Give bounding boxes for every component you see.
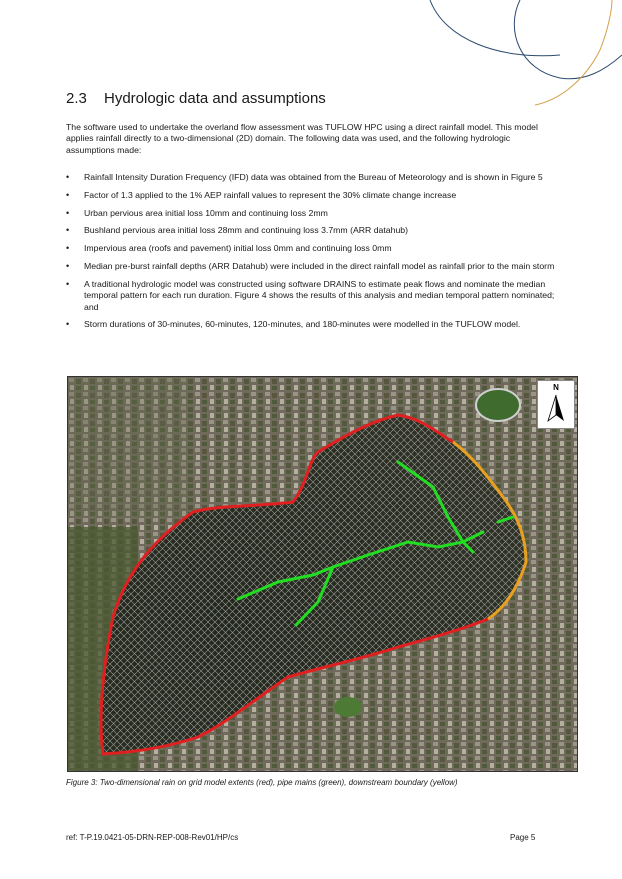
list-item: • Rainfall Intensity Duration Frequency (IFD) data was obtained from the Bureau of Meteorology and is shown in Figure 5 xyxy=(66,172,543,182)
section-title: Hydrologic data and assumptions xyxy=(104,90,326,107)
bullet-icon: • xyxy=(66,278,70,289)
figure-caption: Figure 3: Two-dimensional rain on grid model extents (red), pipe mains (green), downstream boundary (yellow) xyxy=(66,778,458,787)
sports-oval xyxy=(476,389,520,421)
bullet-icon: • xyxy=(66,189,70,200)
list-item: • Storm durations of 30-minutes, 60-minutes, 120-minutes, and 180-minutes were modelled in the TUFLOW model. xyxy=(66,319,521,330)
list-item: • Bushland pervious area initial loss 28mm and continuing loss 3.7mm (ARR datahub) xyxy=(66,225,409,236)
aerial-map-figure xyxy=(67,376,578,772)
assumption-list xyxy=(66,172,556,337)
north-label: N xyxy=(553,383,559,392)
north-arrow-icon xyxy=(538,381,574,428)
list-item: • A traditional hydrologic model was constructed using software DRAINS to estimate peak flows and nominate the median temporal pattern for each run duration. Figure 4 shows the results of this analysis and median temporal pattern nominated; and xyxy=(66,278,555,312)
section-number: 2.3 xyxy=(66,90,87,107)
document-reference: ref: T-P.19.0421-05-DRN-REP-008-Rev01/HP/cs xyxy=(66,833,239,842)
bullet-icon: • xyxy=(66,207,70,218)
bullet-icon: • xyxy=(66,225,70,236)
bullet-icon: • xyxy=(66,243,70,254)
section-heading xyxy=(66,90,326,107)
intro-paragraph: The software used to undertake the overland flow assessment was TUFLOW HPC using a direct rainfall model. This model applies rainfall directly to a two-dimensional (2D) domain. The following data was used, and the following hydrologic assumptions made: xyxy=(66,122,538,155)
bullet-icon: • xyxy=(66,172,70,182)
bullet-icon: • xyxy=(66,260,70,271)
list-item: • Median pre-burst rainfall depths (ARR Datahub) were included in the direct rainfall model as rainfall prior to the main storm xyxy=(66,260,555,271)
list-item: • Urban pervious area initial loss 10mm and continuing loss 2mm xyxy=(66,207,328,218)
bullet-icon: • xyxy=(66,319,70,330)
list-item: • Factor of 1.3 applied to the 1% AEP rainfall values to represent the 30% climate change increase xyxy=(66,189,457,200)
page-number: Page 5 xyxy=(510,833,536,842)
north-arrow xyxy=(537,380,575,429)
list-item: • Impervious area (roofs and pavement) initial loss 0mm and continuing loss 0mm xyxy=(66,243,392,254)
